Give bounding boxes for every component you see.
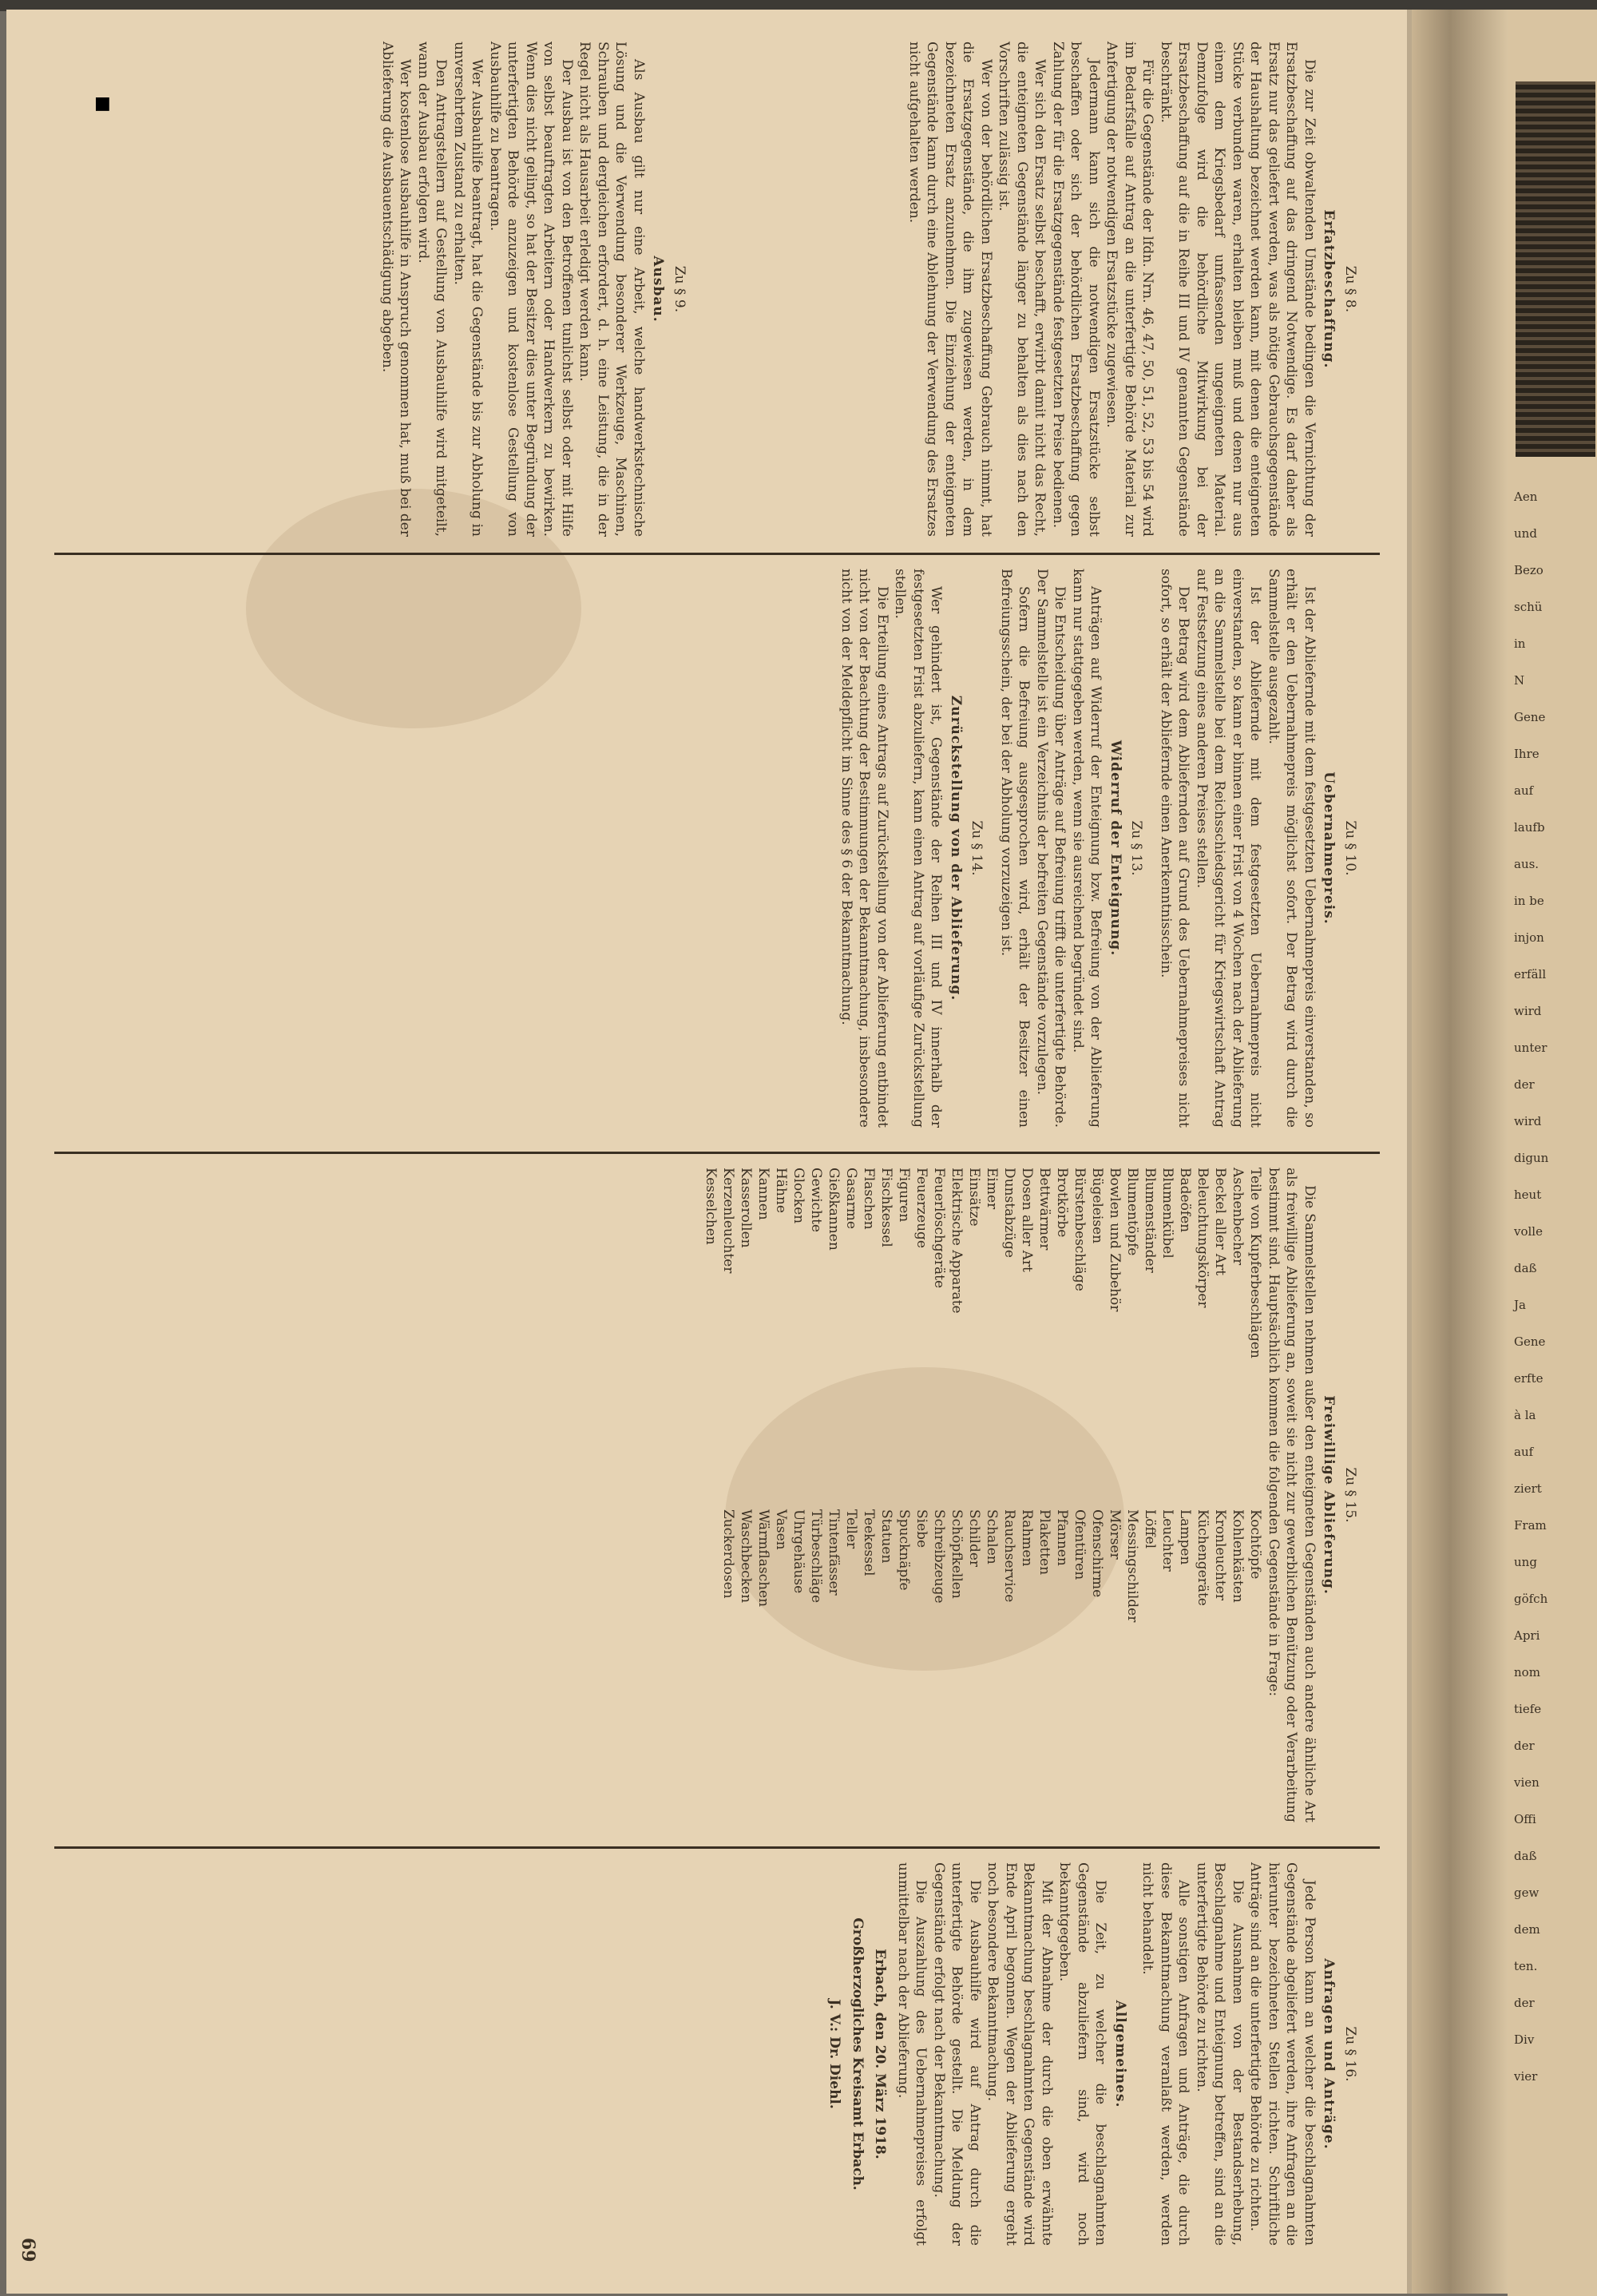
adjacent-text-fragment: Aen (1514, 490, 1538, 504)
section-paragraph: Für die Gegenstände der lfdn. Nrn. 46, 47, 50, 51, 52, 53 bis 54 wird im Bedarfsfalle auf Antrag an die unterfertigte Behörde Material zur Anfertigung der notwendigen Ersatzstücke zugewiesen. (1104, 42, 1156, 537)
adjacent-text-fragment: Gene (1514, 710, 1546, 724)
section-heading: Allgemeines. (1112, 2000, 1128, 2108)
list-item: Schalen (984, 1509, 1001, 1564)
list-item: Zuckerdosen (720, 1509, 737, 1599)
adjacent-text-fragment: erfäll (1514, 967, 1547, 981)
column-rule (54, 1846, 1380, 1849)
list-item: Schreibzeuge (931, 1509, 948, 1604)
list-item: Badeöfen (1177, 1168, 1194, 1233)
list-item: Eimer (984, 1168, 1001, 1210)
adjacent-text-fragment: N (1514, 673, 1525, 688)
page-gutter (1412, 10, 1508, 2294)
section-paragraph: Den Antragstellern auf Gestellung von Ausbauhilfe wird mitgeteilt, wann der Ausbau erfolgen wird. (415, 42, 450, 537)
section-paragraph: Die Entscheidung über Anträge auf Befreiung trifft die unterfertigte Behörde. Der Sammelstelle ist ein Verzeichnis der befreiten Gegenstände vorzulegen. (1034, 569, 1068, 1128)
list-item: Ofentüren (1072, 1509, 1088, 1580)
column-rule (54, 553, 1380, 555)
adjacent-text-fragment: Ja (1514, 1298, 1526, 1312)
column-section-15 (690, 1168, 1365, 1822)
list-item: Kannen (755, 1168, 772, 1220)
section-paragraph-label: Zu § 10. (1342, 820, 1358, 876)
list-item: Kohlenkästen (1230, 1509, 1246, 1603)
list-item: Kesselchen (703, 1168, 719, 1245)
section-paragraph: Die Ausbauhilfe wird auf Antrag durch die unterfertigte Behörde gestellt. Die Meldung der Gegenstände erfolgt nach der Bekanntmachung. (931, 1862, 983, 2246)
adjacent-text-fragment: unter (1514, 1041, 1547, 1055)
section-paragraph: Ist der Abliefernde mit dem festgesetzten Uebernahmepreis nicht einverstanden, so kann er binnen einer Frist von 4 Wochen nach der Ablieferung an die Sammelstelle bei dem Reichsschiedsgericht für Kriegswirtschaft Antrag auf Festsetzung eines anderen Preises stellen. (1194, 569, 1264, 1128)
list-item: Lampen (1177, 1509, 1194, 1565)
section-paragraph: Die Auszahlung des Uebernahmepreises erfolgt unmittelbar nach der Ablieferung. (895, 1862, 929, 2246)
list-item: Teller (843, 1509, 860, 1549)
list-item: Uhrgehäuse (791, 1509, 807, 1594)
list-item: Mörser (1107, 1509, 1123, 1560)
signature-authority: Großherzogliches Kreisamt Erbach. (850, 1917, 866, 2191)
list-item: Teekessel (861, 1509, 878, 1576)
adjacent-text-fragment: göfch (1514, 1592, 1548, 1606)
adjacent-text-fragment: volle (1514, 1224, 1543, 1239)
list-item: Blumenkübel (1159, 1168, 1176, 1259)
list-item: Blumenständer (1142, 1168, 1159, 1273)
adjacent-text-fragment: wird (1514, 1114, 1542, 1128)
list-item: Feuerzeuge (913, 1168, 930, 1248)
square-mark-icon: ■ (94, 93, 111, 113)
section-paragraph: Wer sich den Ersatz selbst beschafft, erwirbt damit nicht das Recht, die enteigneten Gegenstände länger zu behalten als dies nach den Vorschriften zulässig ist. (996, 42, 1048, 537)
adjacent-text-fragment: und (1514, 526, 1537, 541)
list-item: Kerzenleuchter (720, 1168, 737, 1274)
section-paragraph-label: Zu § 16. (1342, 2026, 1358, 2082)
newspaper-page (6, 10, 1508, 2294)
column-rule (54, 1152, 1380, 1154)
list-item: Gewichte (808, 1168, 825, 1232)
list-item: Türbeschläge (808, 1509, 825, 1604)
list-item: Beleuchtungskörper (1195, 1168, 1211, 1308)
list-item: Pfannen (1054, 1509, 1071, 1566)
list-item: Kasserollen (738, 1168, 755, 1248)
section-heading: Zurückstellung von der Ablieferung. (948, 695, 964, 1001)
adjacent-page (1508, 10, 1597, 2296)
adjacent-text-fragment: der (1514, 1739, 1535, 1753)
adjacent-text-fragment: gew (1514, 1886, 1540, 1900)
list-item: Siebe (913, 1509, 930, 1549)
column-section-8 (905, 42, 1365, 537)
adjacent-text-fragment: der (1514, 1996, 1535, 2010)
list-item: Brotkörbe (1054, 1168, 1071, 1238)
list-item: Beckel aller Art (1212, 1168, 1229, 1276)
adjacent-text-fragment: der (1514, 1077, 1535, 1092)
column-section-10 (838, 569, 1365, 1128)
adjacent-text-fragment: nom (1514, 1665, 1540, 1679)
adjacent-text-fragment: Bezo (1514, 563, 1544, 577)
section-paragraph: Wer kostenlose Ausbauhilfe in Anspruch genommen hat, muß bei der Ablieferung die Ausbauentschädigung abgeben. (379, 42, 414, 537)
list-item: Feuerlöschgeräte (931, 1168, 948, 1289)
list-item: Tintenfässer (826, 1509, 842, 1596)
section-heading: Widerruf der Enteignung. (1108, 740, 1123, 957)
list-item: Messingschilder (1124, 1509, 1141, 1623)
adjacent-text-fragment: digun (1514, 1151, 1549, 1165)
list-item: Kochtöpfe (1247, 1509, 1264, 1580)
list-item: Rauchservice (1001, 1509, 1018, 1603)
adjacent-text-fragment: in be (1514, 894, 1544, 908)
list-item: Bowlen und Zubehör (1107, 1168, 1123, 1312)
adjacent-text-fragment: Ihre (1514, 747, 1540, 761)
adjacent-text-fragment: auf (1514, 783, 1534, 798)
section-paragraph: Jedermann kann sich die notwendigen Ersatzstücke selbst beschaffen oder sich der behördlichen Ersatzbeschaffung gegen Zahlung der für die Ersatzgegenstände festgesetzten Preise bedienen. (1050, 42, 1102, 537)
list-item: Hähne (773, 1168, 790, 1213)
list-item: Plaketten (1036, 1509, 1053, 1576)
list-item: Elektrische Apparate (949, 1168, 965, 1314)
section-paragraph: Wer von der behördlichen Ersatzbeschaffung Gebrauch nimmt, hat die Ersatzgegenstände, die ihm zugewiesen werden, in dem bezeichneten Ersatz anzunehmen. Die Einziehung der enteigneten Gegenstände kann durch eine Ablehnung der Verwendung des Ersatzes nicht aufgehalten werden. (906, 42, 994, 537)
section-paragraph: Die zur Zeit obwaltenden Umstände bedingen die Vernichtung der Ersatzbeschaffung auf das dringend Notwendige. Es darf daher als Ersatz nur das geliefert werden, was als nötige Gebrauchsgegenstände der Haushaltung bezeichnet werden kann, mit denen die enteigneten Stücke verbunden waren, erhalten bleiben muß und denen nur aus einem dem Kriegsbedarf umfassenden ungeeigneten Material. Demzufolge wird die behördliche Mitwirkung bei der Ersatzbeschaffung auf die in Reihe III und IV genannten Gegenstände beschränkt. (1158, 42, 1318, 537)
adjacent-text-fragment: à la (1514, 1408, 1536, 1422)
section-paragraph: Der Betrag wird dem Abliefernden auf Grund des Uebernahmepreises nicht sofort, so erhält der Abliefernde einen Anerkenntnisschein. (1158, 569, 1192, 1128)
section-paragraph: Die Zeit, zu welcher die beschlagnahmten Gegenstände abzuliefern sind, wird noch bekanntgegeben. (1056, 1862, 1109, 2246)
list-item: Leuchter (1159, 1509, 1176, 1572)
adjacent-text-fragment: heut (1514, 1188, 1542, 1202)
section-heading: Freiwillige Ablieferung. (1321, 1395, 1337, 1595)
list-item: Gasarme (843, 1168, 860, 1229)
page-number: 69 (18, 2238, 38, 2262)
adjacent-text-fragment: injon (1514, 930, 1544, 945)
list-item: Dosen aller Art (1019, 1168, 1036, 1272)
adjacent-text-fragment: Apri (1514, 1628, 1540, 1643)
list-item: Löffel (1142, 1509, 1159, 1549)
adjacent-text-fragment: erfte (1514, 1371, 1544, 1386)
list-item: Bügeleisen (1089, 1168, 1106, 1244)
section-paragraph: Die Erteilung eines Antrags auf Zurückstellung von der Ablieferung entbindet nicht von der Beachtung der Bestimmungen der Bekanntmachung, insbesondere nicht von der Meldepflicht im Sinne des § 6 der Bekanntmachung. (838, 569, 890, 1128)
section-paragraph: Ist der Abliefernde mit dem festgesetzten Uebernahmepreis einverstanden, so erhält er den Uebernahmepreis möglichst sofort. Der Betrag wird durch die Sammelstelle ausgezahlt. (1266, 569, 1318, 1128)
list-item: Fischkessel (878, 1168, 895, 1247)
adjacent-text-fragment: aus. (1514, 857, 1540, 871)
signature-signer: J. V.: Dr. Diehl. (826, 1999, 843, 2109)
list-item: Spucknäpfe (896, 1509, 913, 1591)
adjacent-text-fragment: dem (1514, 1922, 1540, 1937)
section-paragraph-label: Zu § 9. (672, 265, 688, 313)
list-item: Einsätze (966, 1168, 983, 1227)
list-item: Bürstenbeschläge (1072, 1168, 1088, 1291)
section-paragraph-label: Zu § 14. (969, 820, 985, 876)
adjacent-text-fragment: Div (1514, 2032, 1535, 2047)
section-paragraph-label: Zu § 13. (1128, 820, 1145, 876)
adjacent-text-fragment: ten. (1514, 1959, 1538, 1973)
section-paragraph: Der Ausbau ist von den Betroffenen tunlichst selbst oder mit Hilfe von selbst beauftragten Arbeitern oder Handwerkern zu bewirken. Wenn dies nicht gelingt, so hat der Besitzer dies unter Begründung der unterfertigten Behörde anzuzeigen und kostenlose Gestellung von Ausbauhilfe zu beantragen. (487, 42, 575, 537)
section-paragraph: Sofern die Befreiung ausgesprochen wird, erhält der Besitzer einen Befreiungsschein, der bei der Abholung vorzuzeigen ist. (998, 569, 1032, 1128)
adjacent-text-fragment: laufb (1514, 820, 1545, 835)
adjacent-text-fragment: schü (1514, 600, 1543, 614)
column-section-9 (378, 42, 694, 537)
adjacent-text-fragment: ziert (1514, 1481, 1542, 1496)
adjacent-page-illustration (1516, 81, 1595, 457)
adjacent-text-fragment: in (1514, 636, 1526, 651)
adjacent-text-fragment: vier (1514, 2069, 1538, 2084)
list-item: Teile von Kupferbeschlägen (1247, 1168, 1264, 1358)
list-item: Flaschen (861, 1168, 878, 1230)
list-item: Blumentöpfe (1124, 1168, 1141, 1256)
list-item: Aschenbecher (1230, 1168, 1246, 1266)
column-section-16 (826, 1862, 1364, 2246)
list-item: Rahmen (1019, 1509, 1036, 1567)
adjacent-text-fragment: daß (1514, 1261, 1537, 1275)
list-item: Schöpfkellen (949, 1509, 965, 1599)
section-paragraph: Die Ausnahmen von der Bestandserhebung, Beschlagnahme und Enteignung betreffen, sind an die unterfertigte Behörde zu richten. (1194, 1862, 1246, 2246)
section-paragraph: Als Ausbau gilt nur eine Arbeit, welche handwerkstechnische Lösung und die Verwendung besonderer Werkzeuge, Maschinen, Schrauben und dergleichen erfordert, d. h. eine Leistung, die in der Regel nicht als Hausarbeit erledigt werden kann. (577, 42, 647, 537)
section-heading: Uebernahmepreis. (1321, 771, 1337, 925)
section-paragraph: Wer gehindert ist, Gegenstände der Reihen III und IV innerhalb der festgesetzten Frist abzuliefern, kann einen Antrag auf vorläufige Zurückstellung stellen. (892, 569, 945, 1128)
adjacent-text-fragment: vien (1514, 1775, 1540, 1790)
list-item: Ofenschirme (1089, 1509, 1106, 1598)
adjacent-text-fragment: ung (1514, 1555, 1537, 1569)
adjacent-text-fragment: Gene (1514, 1334, 1546, 1349)
list-item: Schilder (966, 1509, 983, 1568)
signature-date: Erbach, den 20. März 1918. (872, 1949, 889, 2159)
section-paragraph: Mit der Abnahme der durch die oben erwähnte Bekanntmachung beschlagnahmten Gegenstände wird Ende April begonnen. Wegen der Ablieferung ergeht noch besondere Bekanntmachung. (985, 1862, 1055, 2246)
adjacent-text-fragment: Fram (1514, 1518, 1547, 1533)
list-item: Statuen (878, 1509, 895, 1564)
item-list (690, 1168, 1265, 1822)
section-paragraph: Jede Person kann an welcher die beschlagnahmten Gegenstände abgeliefert werden, ihre Anfragen an die hierunter bezeichneten Stellen richten. Schriftliche Anträge sind an die unterfertigte Behörde zu richten. (1247, 1862, 1318, 2246)
section-paragraph: Alle sonstigen Anfragen und Anträge, die durch diese Bekanntmachung veranlaßt werden, werden nicht behandelt. (1139, 1862, 1192, 2246)
list-item: Glocken (791, 1168, 807, 1224)
list-item: Bettwärmer (1036, 1168, 1053, 1251)
section-paragraph: Anträgen auf Widerruf der Enteignung bzw. Befreiung von der Ablieferung kann nur stattgegeben werden, wenn sie ausreichend begründet sind. (1070, 569, 1104, 1128)
list-item: Dunstabzüge (1001, 1168, 1018, 1258)
list-item: Wärmflaschen (755, 1509, 772, 1608)
list-item: Vasen (773, 1509, 790, 1550)
list-item: Figuren (896, 1168, 913, 1223)
adjacent-text-fragment: auf (1514, 1445, 1534, 1459)
adjacent-text-fragment: tiefe (1514, 1702, 1542, 1716)
adjacent-text-fragment: wird (1514, 1004, 1542, 1018)
list-item: Küchengeräte (1195, 1509, 1211, 1606)
adjacent-text-fragment: daß (1514, 1849, 1537, 1863)
section-heading: Ausbau. (650, 256, 667, 323)
adjacent-text-fragment: Offi (1514, 1812, 1536, 1826)
section-heading: Anfragen und Anträge. (1321, 1958, 1337, 2150)
section-paragraph-label: Zu § 15. (1342, 1467, 1358, 1523)
list-item: Gießkannen (826, 1168, 842, 1251)
rotated-text-block (6, 10, 1412, 2294)
section-heading: Erfatzbeschaffung. (1321, 209, 1337, 369)
list-item: Kronleuchter (1212, 1509, 1229, 1600)
list-item: Waschbecken (738, 1509, 755, 1604)
section-paragraph: Die Sammelstellen nehmen außer den enteigneten Gegenständen auch andere ähnliche Art als freiwillige Ablieferung an, soweit sie nicht zur gewerblichen Benützung oder Verarbeitung bestimmt sind. Hauptsächlich kommen die folgenden Gegenstände in Frage: (1266, 1168, 1318, 1822)
section-paragraph-label: Zu § 8. (1342, 265, 1358, 313)
section-paragraph: Wer Ausbauhilfe beantragt, hat die Gegenstände bis zur Abholung in unversehrtem Zustand zu erhalten. (451, 42, 485, 537)
